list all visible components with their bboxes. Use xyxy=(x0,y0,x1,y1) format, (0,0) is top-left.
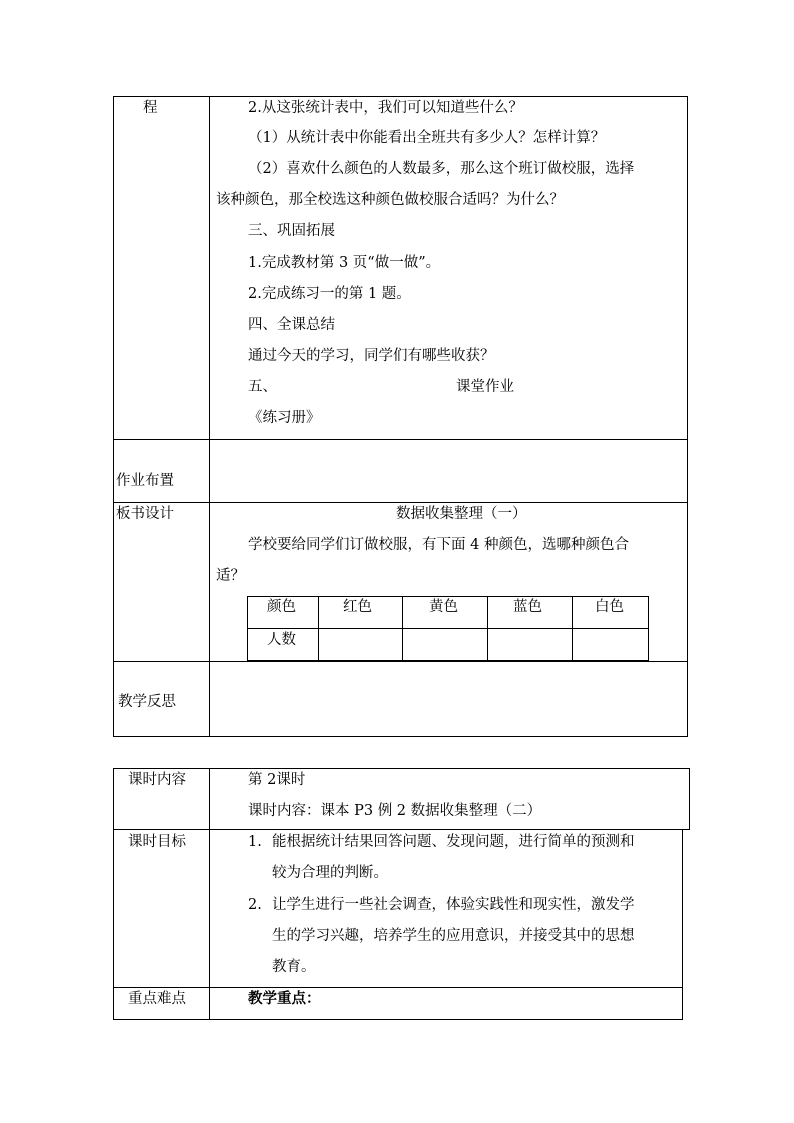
content-line: 第 2课时 xyxy=(248,772,306,788)
process-line: 四、全课总结 xyxy=(248,317,335,333)
content-line: 课时内容：课本 P3 例 2 数据收集整理（二） xyxy=(248,803,542,819)
homework-label: 作业布置 xyxy=(116,473,174,489)
reflection-label: 教学反思 xyxy=(118,694,176,710)
goal-text: 教育。 xyxy=(272,959,316,975)
color-table-row-label: 人数 xyxy=(267,632,296,648)
process-line: 《练习册》 xyxy=(248,410,321,426)
key-text: 教学重点： xyxy=(248,990,321,1007)
color-table-header: 红色 xyxy=(343,599,372,615)
color-table-header: 颜色 xyxy=(267,599,296,615)
process-line: （1）从统计表中你能看出全班共有多少人？怎样计算？ xyxy=(248,130,606,146)
process-line: （2）喜欢什么颜色的人数最多，那么这个班订做校服，选择 xyxy=(248,161,635,177)
process-line: 三、巩固拓展 xyxy=(248,223,335,239)
process-line: 课堂作业 xyxy=(456,379,514,395)
process-line: 通过今天的学习，同学们有哪些收获？ xyxy=(248,348,495,364)
goal-text: 能根据统计结果回答问题、发现问题，进行简单的预测和 xyxy=(272,834,635,850)
key-label: 重点难点 xyxy=(128,991,186,1007)
process-line: 1.完成教材第 3 页“做一做”。 xyxy=(248,255,441,271)
board-text: 适？ xyxy=(216,568,245,584)
goal-text: 生的学习兴趣，培养学生的应用意识，并接受其中的思想 xyxy=(272,928,635,944)
content-label: 课时内容 xyxy=(128,772,186,788)
process-line: 五、 xyxy=(248,379,277,395)
goal-text: 较为合理的判断。 xyxy=(272,865,388,881)
board-text: 学校要给同学们订做校服，有下面 4 种颜色，选哪种颜色合 xyxy=(248,537,629,553)
process-line: 该种颜色，那全校选这种颜色做校服合适吗？为什么？ xyxy=(216,192,564,208)
goal-text: 让学生进行一些社会调查，体验实践性和现实性，激发学 xyxy=(272,897,635,913)
goal-label: 课时目标 xyxy=(128,834,186,850)
process-label: 程 xyxy=(143,100,158,116)
color-table-header: 黄色 xyxy=(429,599,458,615)
color-table-header: 白色 xyxy=(595,599,624,615)
process-line: 2.从这张统计表中，我们可以知道些什么？ xyxy=(248,100,523,116)
process-line: 2.完成练习一的第 1 题。 xyxy=(248,286,411,302)
board-label: 板书设计 xyxy=(116,506,174,522)
board-title: 数据收集整理（一） xyxy=(396,506,527,522)
goal-number: 2. xyxy=(248,897,262,913)
color-table-header: 蓝色 xyxy=(513,599,542,615)
goal-number: 1. xyxy=(248,834,262,850)
